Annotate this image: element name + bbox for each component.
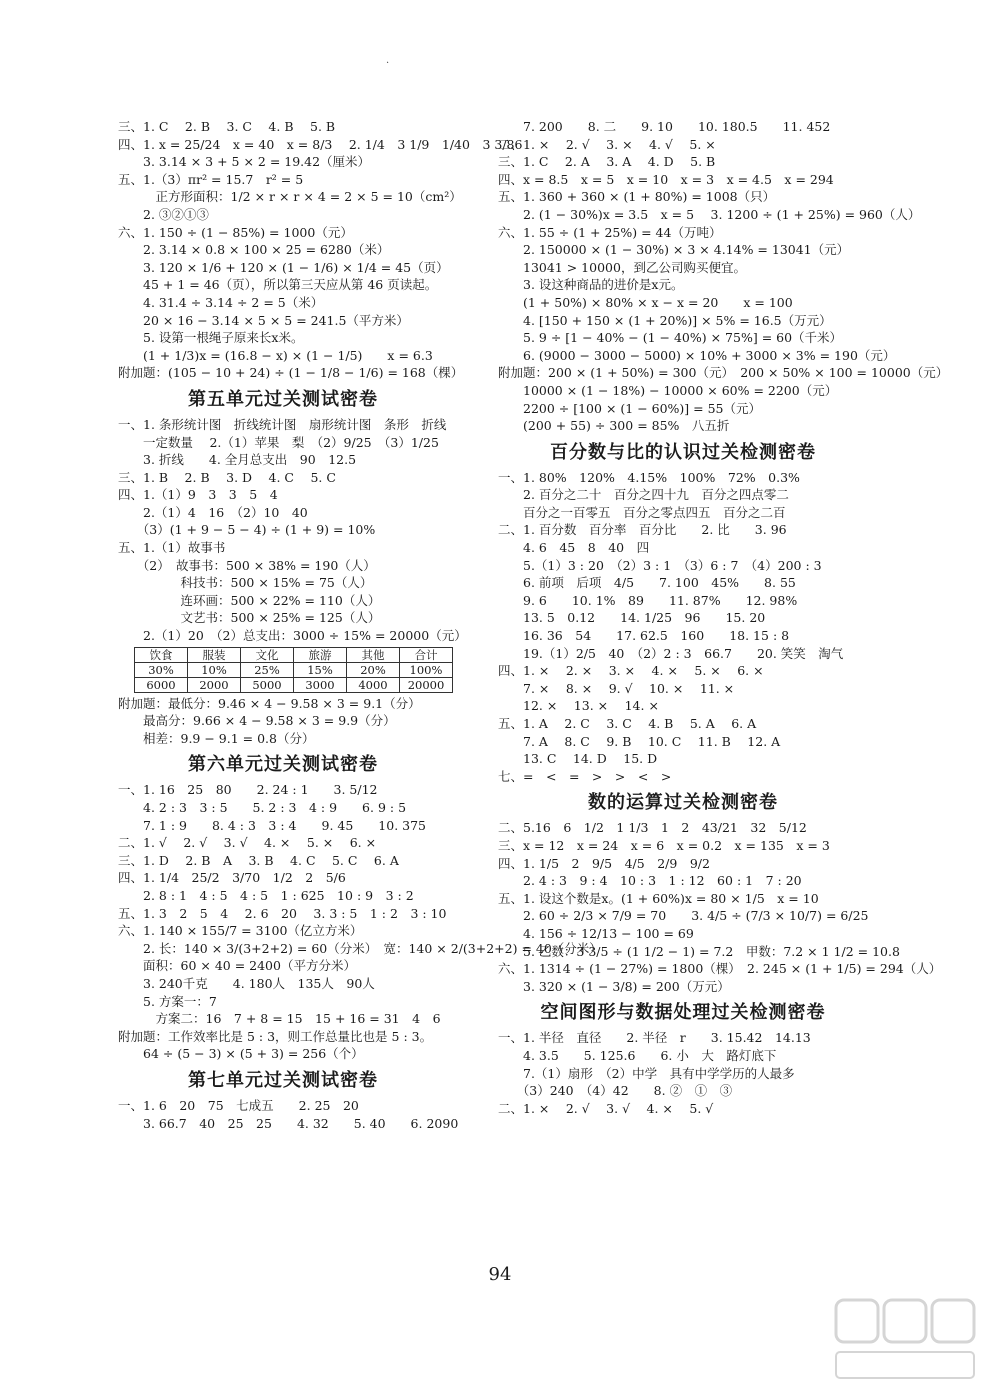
section-heading: 第七单元过关测试密卷 xyxy=(188,1069,378,1091)
answer-line: 四、x = 8.5 x = 5 x = 10 x = 3 x = 4.5 x = 294 xyxy=(498,171,834,187)
answer-line: （3）240 （4）42 8. ② ① ③ xyxy=(498,1083,733,1099)
answer-line: 三、x = 12 x = 24 x = 6 x = 0.2 x = 135 x = 3 xyxy=(498,837,830,853)
section-heading: 第五单元过关测试密卷 xyxy=(188,388,378,410)
table-cell: 25% xyxy=(241,662,294,677)
answer-line: 9. 6 10. 1% 89 11. 87% 12. 98% xyxy=(498,592,798,608)
answer-line: 一、1. 6 20 75 七成五 2. 25 20 xyxy=(118,1097,359,1113)
answer-line: 一定数量 2.（1）苹果 梨 （2）9/25 （3）1/25 xyxy=(118,434,439,450)
answer-line: 2. 长：140 × 3/(3+2+2) = 60（分米） 宽：140 × 2/(3+2+2) = 40（分米） xyxy=(118,940,602,956)
table-cell: 5000 xyxy=(241,677,294,692)
answer-line: 13041 > 10000，到乙公司购买便宜。 xyxy=(498,259,746,275)
answer-line: 2. (1 − 30%)x = 3.5 x = 5 3. 1200 ÷ (1 + 25%) = 960（人） xyxy=(498,206,921,222)
answer-line: (1 + 1/3)x = (16.8 − x) × (1 − 1/5) x = 6.3 xyxy=(118,347,433,363)
answer-line: 五、1. 设这个数是x。(1 + 60%)x = 80 × 1/5 x = 10 xyxy=(498,890,819,906)
answer-line: (1 + 50%) × 80% × x − x = 20 x = 100 xyxy=(498,294,793,310)
answer-line: 最高分：9.66 × 4 − 9.58 × 3 = 9.9（分） xyxy=(118,713,396,729)
answer-line: 六、1. 1314 ÷ (1 − 27%) = 1800（棵） 2. 245 × (1 + 1/5) = 294（人） xyxy=(498,961,942,977)
answer-line: 20 × 16 − 3.14 × 5 × 5 = 241.5（平方米） xyxy=(118,312,409,328)
section-heading: 百分数与比的认识过关检测密卷 xyxy=(550,441,816,463)
answer-line: 64 ÷ (5 − 3) × (5 + 3) = 256（个） xyxy=(118,1046,364,1062)
answer-line: 2. 百分之二十 百分之四十九 百分之四点零二 xyxy=(498,487,789,503)
answer-line: 5. 乙数：3 3/5 ÷ (1 1/2 − 1) = 7.2 甲数：7.2 × 1 1/2 = 10.8 xyxy=(498,943,900,959)
answer-line: 二、1. 百分数 百分率 百分比 2. 比 3. 96 xyxy=(498,522,787,538)
answer-line: 附加题：200 × (1 + 50%) = 300（元） 200 × 50% × 100 = 10000（元） xyxy=(498,365,949,381)
answer-line: 6. 前项 后项 4/5 7. 100 45% 8. 55 xyxy=(498,575,796,591)
answer-line: （3）(1 + 9 − 5 − 4) ÷ (1 + 9) = 10% xyxy=(118,522,376,538)
answer-line: 4. 3.5 5. 125.6 6. 小 大 路灯底下 xyxy=(498,1047,777,1063)
answer-line: 正方形面积：1/2 × r × r × 4 = 2 × 5 = 10（cm²） xyxy=(118,189,462,205)
answer-line: 7.（1）扇形 （2）中学 具有中学学历的人最多 xyxy=(498,1065,795,1081)
answer-site-watermark-logo xyxy=(832,1296,982,1384)
answer-line: 四、1. x = 25/24 x = 40 x = 8/3 2. 1/4 3 1/9 1/40 3 3/86 xyxy=(118,136,523,152)
answer-line: 三、1. B 2. B 3. D 4. C 5. C xyxy=(118,469,336,485)
answer-line: 一、1. 半径 直径 2. 半径 r 3. 15.42 14.13 xyxy=(498,1030,811,1046)
answer-line: 附加题：工作效率比是 5 : 3，则工作总量比也是 5 : 3。 xyxy=(118,1028,433,1044)
answer-line: 文艺书：500 × 25% = 125（人） xyxy=(118,610,381,626)
table-cell: 4000 xyxy=(347,677,400,692)
answer-line: 四、1. × 2. × 3. × 4. × 5. × 6. × xyxy=(498,663,764,679)
answer-line: 五、1. A 2. C 3. C 4. B 5. A 6. A xyxy=(498,716,757,731)
answer-line: 4. 156 ÷ 12/13 − 100 = 69 xyxy=(498,925,694,941)
answer-line: 5. 方案一：7 xyxy=(118,993,217,1009)
answer-line: 3. 折线 4. 全月总支出 90 12.5 xyxy=(118,452,357,468)
table-cell: 10% xyxy=(188,662,241,677)
answer-line: 2.（1）4 16 （2）10 40 xyxy=(118,504,308,520)
answer-line: 五、1. 3 2 5 4 2. 6 20 3. 3 : 5 1 : 2 3 : 10 xyxy=(118,905,447,921)
answer-line: 3. 设这种商品的进价是x元。 xyxy=(498,277,684,293)
expense-table xyxy=(134,647,453,693)
answer-line: (200 + 55) ÷ 300 = 85% 八五折 xyxy=(498,418,730,434)
answer-line: 四、1.（1）9 3 3 5 4 xyxy=(118,487,278,503)
answer-line: 2. 60 ÷ 2/3 × 7/9 = 70 3. 4/5 ÷ (7/3 × 10/7) = 6/25 xyxy=(498,908,869,924)
table-row xyxy=(135,677,453,692)
table-row xyxy=(135,647,453,662)
answer-line: 2. 150000 × (1 − 30%) × 3 × 4.14% = 13041（元） xyxy=(498,242,850,258)
table-cell: 2000 xyxy=(188,677,241,692)
answer-line: 2.（1）20 （2）总支出：3000 ÷ 15% = 20000（元） xyxy=(118,628,467,644)
table-cell: 20000 xyxy=(400,677,453,692)
answer-line: 5. 设第一根绳子原来长x米。 xyxy=(118,330,304,346)
answer-line: 3. 320 × (1 − 3/8) = 200（万元） xyxy=(498,978,730,994)
answer-line: 13. C 14. D 15. D xyxy=(498,751,658,767)
table-cell: 30% xyxy=(135,662,188,677)
table-cell: 20% xyxy=(347,662,400,677)
answer-line: 3. 3.14 × 3 + 5 × 2 = 19.42（厘米） xyxy=(118,154,371,170)
answer-line: 12. × 13. × 14. × xyxy=(498,698,659,714)
answer-line: 四、1. 1/5 2 9/5 4/5 2/9 9/2 xyxy=(498,855,710,871)
answer-line: 一、1. 16 25 80 2. 24 : 1 3. 5/12 xyxy=(118,782,378,798)
answer-line: 3. 240千克 4. 180人 135人 90人 xyxy=(118,975,375,991)
answer-line: 连环画：500 × 22% = 110（人） xyxy=(118,592,381,608)
answer-line: 2200 ÷ [100 × (1 − 60%)] = 55（元） xyxy=(498,400,762,416)
answer-line: 科技书：500 × 15% = 75（人） xyxy=(118,575,373,591)
answer-line: 3. 66.7 40 25 25 4. 32 5. 40 6. 2090 xyxy=(118,1115,459,1131)
answer-line: 四、1. 1/4 25/2 3/70 1/2 2 5/6 xyxy=(118,870,346,886)
table-cell: 100% xyxy=(400,662,453,677)
answer-line: 一、1. 80% 120% 4.15% 100% 72% 0.3% xyxy=(498,469,800,485)
answer-line: 13. 5 0.12 14. 1/25 96 15. 20 xyxy=(498,610,766,626)
answer-line: 二、1. × 2. √ 3. √ 4. × 5. √ xyxy=(498,1100,714,1116)
answer-line: 二、1. √ 2. √ 3. √ 4. × 5. × 6. × xyxy=(118,835,377,851)
answer-line: 3. 120 × 1/6 + 120 × (1 − 1/6) × 1/4 = 45（页） xyxy=(118,259,449,275)
answer-line: 六、1. 140 × 155/7 = 3100（亿立方米） xyxy=(118,923,363,939)
answer-line: 五、1.（1）故事书 xyxy=(118,540,226,556)
answer-line: 2. 8 : 1 4 : 5 4 : 5 1 : 625 10 : 9 3 : 2 xyxy=(118,887,414,903)
answer-line: 附加题：(105 − 10 + 24) ÷ (1 − 1/8 − 1/6) = 168（棵） xyxy=(118,365,464,381)
answer-line: 7. 200 8. 二 9. 10 10. 180.5 11. 452 xyxy=(498,119,831,134)
answer-line: 4. [150 + 150 × (1 + 20%)] × 5% = 16.5（万元） xyxy=(498,312,832,328)
answer-line: 2. 3.14 × 0.8 × 100 × 25 = 6280（米） xyxy=(118,242,390,258)
table-cell: 3000 xyxy=(294,677,347,692)
answer-line: （2） 故事书：500 × 38% = 190（人） xyxy=(118,557,376,573)
table-cell: 合计 xyxy=(400,647,453,662)
answer-line: 附加题：最低分：9.46 × 4 − 9.58 × 3 = 9.1（分） xyxy=(118,695,421,711)
answer-line: 10000 × (1 − 18%) − 10000 × 60% = 2200（元） xyxy=(498,382,838,398)
answer-line: 二、1. × 2. √ 3. × 4. √ 5. × xyxy=(498,136,716,152)
answer-line: 4. 31.4 ÷ 3.14 ÷ 2 = 5（米） xyxy=(118,294,324,310)
answer-line: 16. 36 54 17. 62.5 160 18. 15 : 8 xyxy=(498,628,790,644)
answer-line: 7. 1 : 9 8. 4 : 3 3 : 4 9. 45 10. 375 xyxy=(118,817,427,833)
page-number: 94 xyxy=(488,1264,512,1285)
table-cell: 6000 xyxy=(135,677,188,692)
table-cell: 文化 xyxy=(241,647,294,662)
right-answer-column xyxy=(498,118,949,1117)
answer-line: 5.（1）3 : 20 （2）3 : 1 （3）6 : 7 （4）200 : 3 xyxy=(498,557,822,573)
answer-line: 方案二：16 7 + 8 = 15 15 + 16 = 31 4 6 xyxy=(118,1011,441,1027)
answer-line: 二、5.16 6 1/2 1 1/3 1 2 43/21 32 5/12 xyxy=(498,820,807,836)
answer-line: 一、1. 条形统计图 折线统计图 扇形统计图 条形 折线 xyxy=(118,416,447,432)
table-cell: 其他 xyxy=(347,647,400,662)
answer-line: 七、= < = > > < > xyxy=(498,768,672,784)
answer-line: 三、1. C 2. B 3. C 4. B 5. B xyxy=(118,119,336,134)
answer-line: 六、1. 150 ÷ (1 − 85%) = 1000（元） xyxy=(118,224,353,240)
table-cell: 旅游 xyxy=(294,647,347,662)
answer-line: 6. (9000 − 3000 − 5000) × 10% + 3000 × 3% = 190（元） xyxy=(498,347,896,363)
section-heading: 数的运算过关检测密卷 xyxy=(588,792,778,814)
answer-line: 三、1. C 2. A 3. A 4. D 5. B xyxy=(498,154,716,170)
section-heading: 第六单元过关测试密卷 xyxy=(188,754,378,776)
answer-line: 相差：9.9 − 9.1 = 0.8（分） xyxy=(118,730,315,746)
table-cell: 15% xyxy=(294,662,347,677)
answer-line: 19.（1）2/5 40 （2）2 : 3 66.7 20. 笑笑 淘气 xyxy=(498,645,844,661)
answer-line: 5. 9 ÷ [1 − 40% − (1 − 40%) × 75%] = 60（千米） xyxy=(498,330,843,346)
header-dot: · xyxy=(386,58,390,69)
answer-line: 百分之一百零五 百分之零点四五 百分之二百 xyxy=(498,504,786,520)
answer-line: 2. ③②①③ xyxy=(118,206,209,222)
answer-line: 五、1. 360 + 360 × (1 + 80%) = 1008（只） xyxy=(498,189,776,205)
answer-line: 五、1.（3）πr² = 15.7 r² = 5 xyxy=(118,171,304,187)
section-heading: 空间图形与数据处理过关检测密卷 xyxy=(540,1002,826,1024)
table-cell: 服装 xyxy=(188,647,241,662)
answer-line: 7. × 8. × 9. √ 10. × 11. × xyxy=(498,680,735,696)
answer-line: 面积：60 × 40 = 2400（平方分米） xyxy=(118,958,356,974)
answer-line: 六、1. 55 ÷ (1 + 25%) = 44（万吨） xyxy=(498,224,722,240)
table-cell: 饮食 xyxy=(135,647,188,662)
answer-line: 7. A 8. C 9. B 10. C 11. B 12. A xyxy=(498,733,781,749)
answer-line: 三、1. D 2. B A 3. B 4. C 5. C 6. A xyxy=(118,852,399,868)
answer-line: 4. 2 : 3 3 : 5 5. 2 : 3 4 : 9 6. 9 : 5 xyxy=(118,800,407,815)
table-row xyxy=(135,662,453,677)
answer-line: 2. 4 : 3 9 : 4 10 : 3 1 : 12 60 : 1 7 : 20 xyxy=(498,873,802,889)
answer-line: 45 + 1 = 46（页），所以第三天应从第 46 页读起。 xyxy=(118,277,438,293)
answer-line: 4. 6 45 8 40 四 xyxy=(498,540,650,556)
